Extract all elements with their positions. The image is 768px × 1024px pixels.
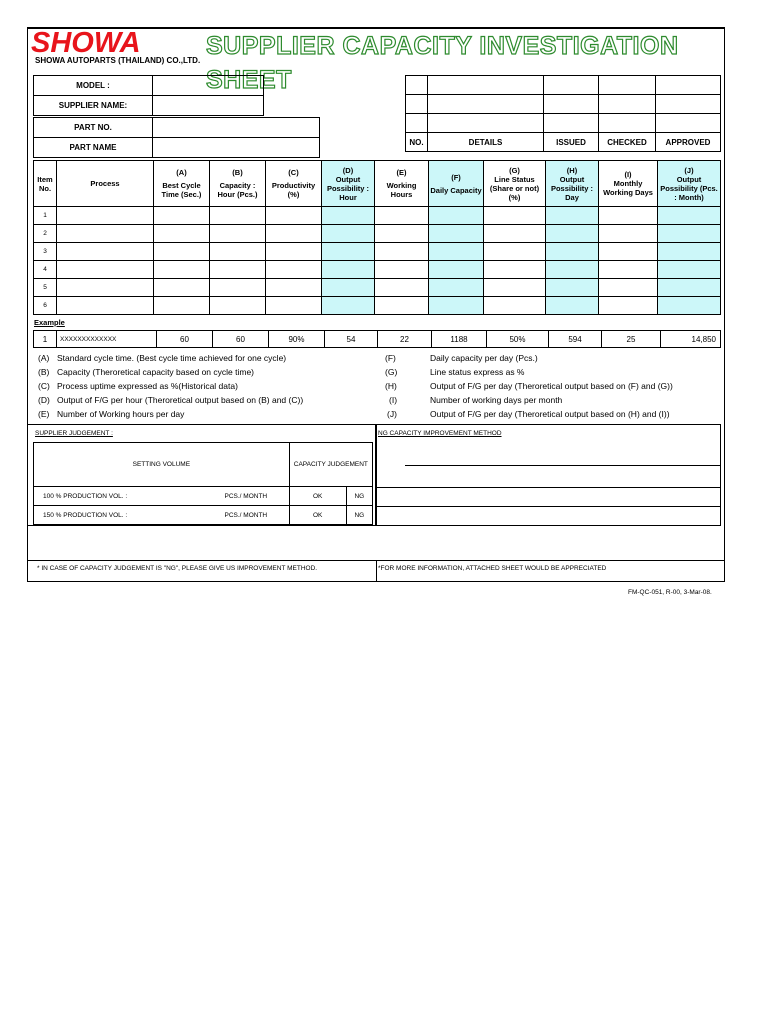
info-table-top: [33, 75, 264, 116]
ng-option[interactable]: NG: [346, 506, 372, 525]
judgement-table: [33, 442, 373, 525]
legend-text-i: Number of working days per month: [430, 395, 563, 405]
legend-text-b: Capacity (Theroretical capacity based on cycle time): [57, 367, 254, 377]
ok-option[interactable]: OK: [289, 506, 346, 525]
capacity-table: [33, 160, 721, 315]
company-name: SHOWA AUTOPARTS (THAILAND) CO.,LTD.: [35, 56, 201, 65]
ng-improvement-line-3: [377, 506, 721, 507]
approval-issued-header: ISSUED: [544, 133, 599, 152]
approval-checked-header: CHECKED: [599, 133, 656, 152]
col-i: (I) Monthly Working Days: [599, 161, 658, 207]
table-row: 5: [34, 279, 721, 297]
legend-code-h: (H): [385, 381, 397, 391]
col-b: (B) Capacity : Hour (Pcs.): [210, 161, 266, 207]
capacity-judgement-header: CAPACITY JUDGEMENT: [289, 443, 372, 487]
footer-note-left: * IN CASE OF CAPACITY JUDGEMENT IS "NG", PLEASE GIVE US IMPROVEMENT METHOD.: [37, 565, 318, 572]
example-label: Example: [34, 318, 65, 327]
col-h: (H) Output Possibility : Day: [546, 161, 599, 207]
judgement-row-100: 100 % PRODUCTION VOL. : PCS./ MONTH OK NG: [34, 487, 373, 506]
footer-separator: [376, 560, 377, 581]
legend-code-i: (I): [389, 395, 398, 405]
form-code: FM-QC-051, R-00, 3-Mar-08.: [628, 589, 712, 596]
table-row: 6: [34, 297, 721, 315]
footer-note-right: *FOR MORE INFORMATION, ATTACHED SHEET WOULD BE APPRECIATED: [378, 565, 607, 572]
table-row: 2: [34, 225, 721, 243]
legend-text-j: Output of F/G per day (Theroretical output based on (H) and (I)): [430, 409, 670, 419]
col-d: (D) Output Possibility : Hour: [322, 161, 375, 207]
legend-text-g: Line status express as %: [430, 367, 525, 377]
setting-volume-header: SETTING VOLUME: [34, 443, 290, 487]
sheet-title: SUPPLIER CAPACITY INVESTIGATION SHEET: [206, 32, 679, 94]
legend-code-a: (A): [38, 353, 50, 363]
ng-improvement-line-2: [377, 487, 721, 488]
legend-code-c: (C): [38, 381, 50, 391]
col-c: (C) Productivity (%): [266, 161, 322, 207]
col-process: Process: [57, 161, 154, 207]
info-table-bottom: [33, 117, 320, 158]
supplier-judgement-title: SUPPLIER JUDGEMENT :: [35, 430, 113, 437]
approval-no-header: NO.: [406, 133, 428, 152]
supplier-name-field[interactable]: [153, 96, 264, 116]
model-label: MODEL :: [34, 76, 153, 96]
col-j: (J) Output Possibility (Pcs. : Month): [658, 161, 721, 207]
legend-code-b: (B): [38, 367, 50, 377]
legend-text-e: Number of Working hours per day: [57, 409, 185, 419]
legend-code-j: (J): [387, 409, 397, 419]
ng-improvement-line-1: [405, 465, 721, 466]
col-f: (F) Daily Capacity: [429, 161, 484, 207]
part-no-field[interactable]: [153, 118, 320, 138]
approval-approved-header: APPROVED: [656, 133, 721, 152]
supplier-name-label: SUPPLIER NAME:: [34, 96, 153, 116]
part-name-label: PART NAME: [34, 138, 153, 158]
legend-text-d: Output of F/G per hour (Theroretical output based on (B) and (C)): [57, 395, 304, 405]
example-table: [33, 330, 721, 348]
ng-option[interactable]: NG: [346, 487, 372, 506]
col-item-no: Item No.: [34, 161, 57, 207]
ng-improvement-title: NG CAPACITY IMPROVEMENT METHOD: [378, 430, 502, 437]
col-g: (G) Line Status (Share or not) (%): [484, 161, 546, 207]
legend-text-a: Standard cycle time. (Best cycle time achieved for one cycle): [57, 353, 287, 363]
col-a: (A) Best Cycle Time (Sec.): [154, 161, 210, 207]
showa-logo: SHOWA: [31, 27, 141, 59]
legend-code-e: (E): [38, 409, 50, 419]
ok-option[interactable]: OK: [289, 487, 346, 506]
table-row: 1: [34, 207, 721, 225]
legend-text-h: Output of F/G per day (Theroretical output based on (F) and (G)): [430, 381, 673, 391]
example-row: 1 XXXXXXXXXXXXX 60 60 90% 54 22 1188 50% 594 25 14,850: [34, 331, 721, 348]
model-field[interactable]: [153, 76, 264, 96]
legend-code-g: (G): [385, 367, 398, 377]
legend-code-d: (D): [38, 395, 50, 405]
part-no-label: PART NO.: [34, 118, 153, 138]
ng-improvement-box: [376, 424, 721, 526]
table-row: 4: [34, 261, 721, 279]
legend-text-f: Daily capacity per day (Pcs.): [430, 353, 538, 363]
part-name-field[interactable]: [153, 138, 320, 158]
col-e: (E) Working Hours: [375, 161, 429, 207]
approval-table: [405, 75, 721, 152]
table-row: 3: [34, 243, 721, 261]
legend-text-c: Process uptime expressed as %(Historical data): [57, 381, 238, 391]
legend-code-f: (F): [385, 353, 396, 363]
approval-details-header: DETAILS: [428, 133, 544, 152]
judgement-row-150: 150 % PRODUCTION VOL. : PCS./ MONTH OK NG: [34, 506, 373, 525]
